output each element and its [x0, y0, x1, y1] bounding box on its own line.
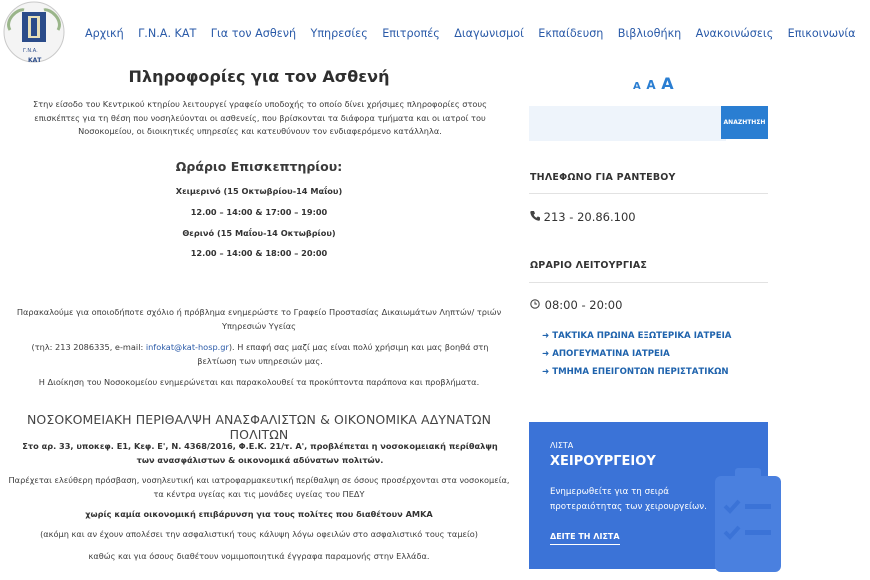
clock-icon	[530, 298, 541, 312]
summer-hours: 12.00 – 14:00 & 18:00 – 20:00	[190, 248, 328, 258]
hours-value	[530, 298, 622, 312]
sidebar-link-label: ΤΜΗΜΑ ΕΠΕΙΓΟΝΤΩΝ ΠΕΡΙΣΤΑΤΙΚΩΝ	[552, 367, 729, 377]
winter-label: Χειμερινό (15 Οκτωβρίου-14 Μαΐου)	[175, 186, 343, 196]
sidebar-link-outpatient[interactable]	[542, 331, 731, 341]
phone-value	[530, 210, 636, 224]
clipboard-icon	[709, 466, 789, 580]
feedback-text: Παρακαλούμε για οποιοδήποτε σχόλιο ή πρόβλημα ενημερώστε το Γραφείο Προστασίας Δικαιωμάτων Ληπτών/ τριών Υπηρεσιών Υγείας	[16, 307, 502, 331]
main-nav	[85, 27, 870, 40]
winter-hours: 12.00 – 14:00 & 17:00 – 19:00	[190, 207, 328, 217]
nav-item-home[interactable]: Αρχική	[85, 27, 124, 40]
nav-item-education[interactable]: Εκπαίδευση	[538, 27, 604, 40]
nav-item-hospital[interactable]: Γ.Ν.Α. ΚΑΤ	[138, 27, 197, 40]
card-description: Ενημερωθείτε για τη σειρά προτεραιότητας των χειρουργείων.	[550, 487, 707, 512]
phone-icon	[530, 210, 540, 224]
nav-item-services[interactable]: Υπηρεσίες	[310, 27, 368, 40]
lost-coverage-text: (ακόμη και αν έχουν απολέσει την ασφαλιστική τους κάλυψη λόγω οφειλών στο ασφαλιστικό τους ταμείο)	[40, 529, 478, 539]
sidebar-link-emergency[interactable]	[542, 367, 729, 377]
sidebar-link-afternoon[interactable]	[542, 349, 670, 359]
free-text: χωρίς καμία οικονομική επιβάρυνση για τους πολίτες που διαθέτουν ΑΜΚΑ	[85, 509, 433, 519]
visiting-hours-title: Ωράριο Επισκεπτηρίου:	[175, 159, 343, 174]
nav-item-contact[interactable]: Επικοινωνία	[787, 27, 856, 40]
nav-item-committees[interactable]: Επιτροπές	[382, 27, 440, 40]
phone-title: ΤΗΛΕΦΩΝΟ ΓΙΑ ΡΑΝΤΕΒΟΥ	[530, 172, 676, 183]
arrow-right-icon: ➜	[542, 367, 550, 377]
card-title: ΧΕΙΡΟΥΡΓΕΙΟΥ	[550, 454, 656, 469]
view-list-link[interactable]: ΔΕΙΤΕ ΤΗ ΛΙΣΤΑ	[550, 532, 620, 545]
intro-text: Στην είσοδο του Κεντρικού κτηρίου λειτουργεί γραφείο υποδοχής το οποίο δίνει χρήσιμες πληροφορίες στους επισκέπτες για τη θέση που νοσηλεύονται οι ασθενείς, που βρίσκονται τα διάφορα τμήματα και οι ιατροί του Νοσοκομείου, οι διοικητικές υπηρεσίες και κατευθύνουν τον ενδιαφερόμενο κατάλληλα.	[33, 99, 487, 136]
hospital-logo[interactable]	[0, 0, 72, 70]
arrow-right-icon: ➜	[542, 331, 550, 341]
section-title: ΝΟΣΟΚΟΜΕΙΑΚΗ ΠΕΡΙΘΑΛΨΗ ΑΝΑΣΦΑΛΙΣΤΩΝ & ΟΙΚΟΝΟΜΙΚΑ ΑΔΥΝΑΤΩΝ ΠΟΛΙΤΩΝ	[26, 412, 492, 442]
search-input[interactable]	[529, 106, 726, 141]
contact-pre: (τηλ: 213 2086335, e-mail:	[31, 342, 146, 352]
law-text: Στο αρ. 33, υποκεφ. Ε1, Κεφ. Ε', Ν. 4368/2016, Φ.Ε.Κ. 21/τ. Α', προβλέπεται η νοσοκομειακή περίθαλψη των ανασφάλιστων & οικονομικά αδύνατων πολιτών.	[22, 441, 498, 465]
divider	[529, 193, 768, 194]
hours-title: ΩΡΑΡΙΟ ΛΕΙΤΟΥΡΓΙΑΣ	[530, 260, 648, 271]
nav-item-library[interactable]: Βιβλιοθήκη	[617, 27, 682, 40]
page-title: Πληροφορίες για τον Ασθενή	[128, 67, 390, 86]
logo-caption: Γ.Ν.Α.	[23, 48, 38, 54]
contact-email-link[interactable]: infokat@kat-hosp.gr	[145, 342, 229, 352]
font-size-large[interactable]: A	[661, 74, 674, 93]
access-text: Παρέχεται ελεύθερη πρόσβαση, νοσηλευτική και ιατροφαρμακευτική περίθαλψη σε όσους προσέρχονται στα νοσοκομεία, τα κέντρα υγείας και τις μονάδες υγείας του ΠΕΔΥ	[8, 475, 510, 499]
summer-label: Θερινό (15 Μαΐου-14 Οκτωβρίου)	[182, 228, 336, 238]
arrow-right-icon: ➜	[542, 349, 550, 359]
hours-text: 08:00 - 20:00	[544, 298, 623, 312]
contact-text	[12, 341, 508, 368]
font-size-medium[interactable]: A	[646, 78, 656, 92]
nav-item-patient[interactable]: Για τον Ασθενή	[210, 27, 297, 40]
card-kicker: ΛΙΣΤΑ	[550, 441, 574, 450]
logo-name: ΚΑΤ	[28, 57, 42, 64]
nav-item-announcements[interactable]: Ανακοινώσεις	[695, 27, 774, 40]
surgery-list-card	[529, 422, 768, 569]
search-button[interactable]: ΑΝΑΖΗΤΗΣΗ	[721, 106, 768, 139]
font-size-controls	[633, 74, 674, 93]
phone-number: 213 - 20.86.100	[543, 210, 636, 224]
admin-note: Η Διοίκηση του Νοσοκομείου ενημερώνεται και παρακολουθεί τα προκύπτοντα παράπονα και προβλήματα.	[38, 377, 480, 387]
divider	[529, 282, 768, 283]
sidebar-link-label: ΑΠΟΓΕΥΜΑΤΙΝΑ ΙΑΤΡΕΙΑ	[552, 349, 670, 359]
nav-item-tenders[interactable]: Διαγωνισμοί	[454, 27, 524, 40]
sidebar-link-label: ΤΑΚΤΙΚΑ ΠΡΩΙΝΑ ΕΞΩΤΕΡΙΚΑ ΙΑΤΡΕΙΑ	[552, 331, 732, 341]
font-size-small[interactable]: A	[633, 81, 641, 92]
contact-post: ). Η επαφή σας μαζί μας είναι πολύ χρήσιμη και μας βοηθά στη βελτίωση των υπηρεσιών μας.	[197, 342, 489, 366]
residents-text: καθώς και για όσους διαθέτουν νομιμοποιητικά έγγραφα παραμονής στην Ελλάδα.	[88, 551, 430, 561]
